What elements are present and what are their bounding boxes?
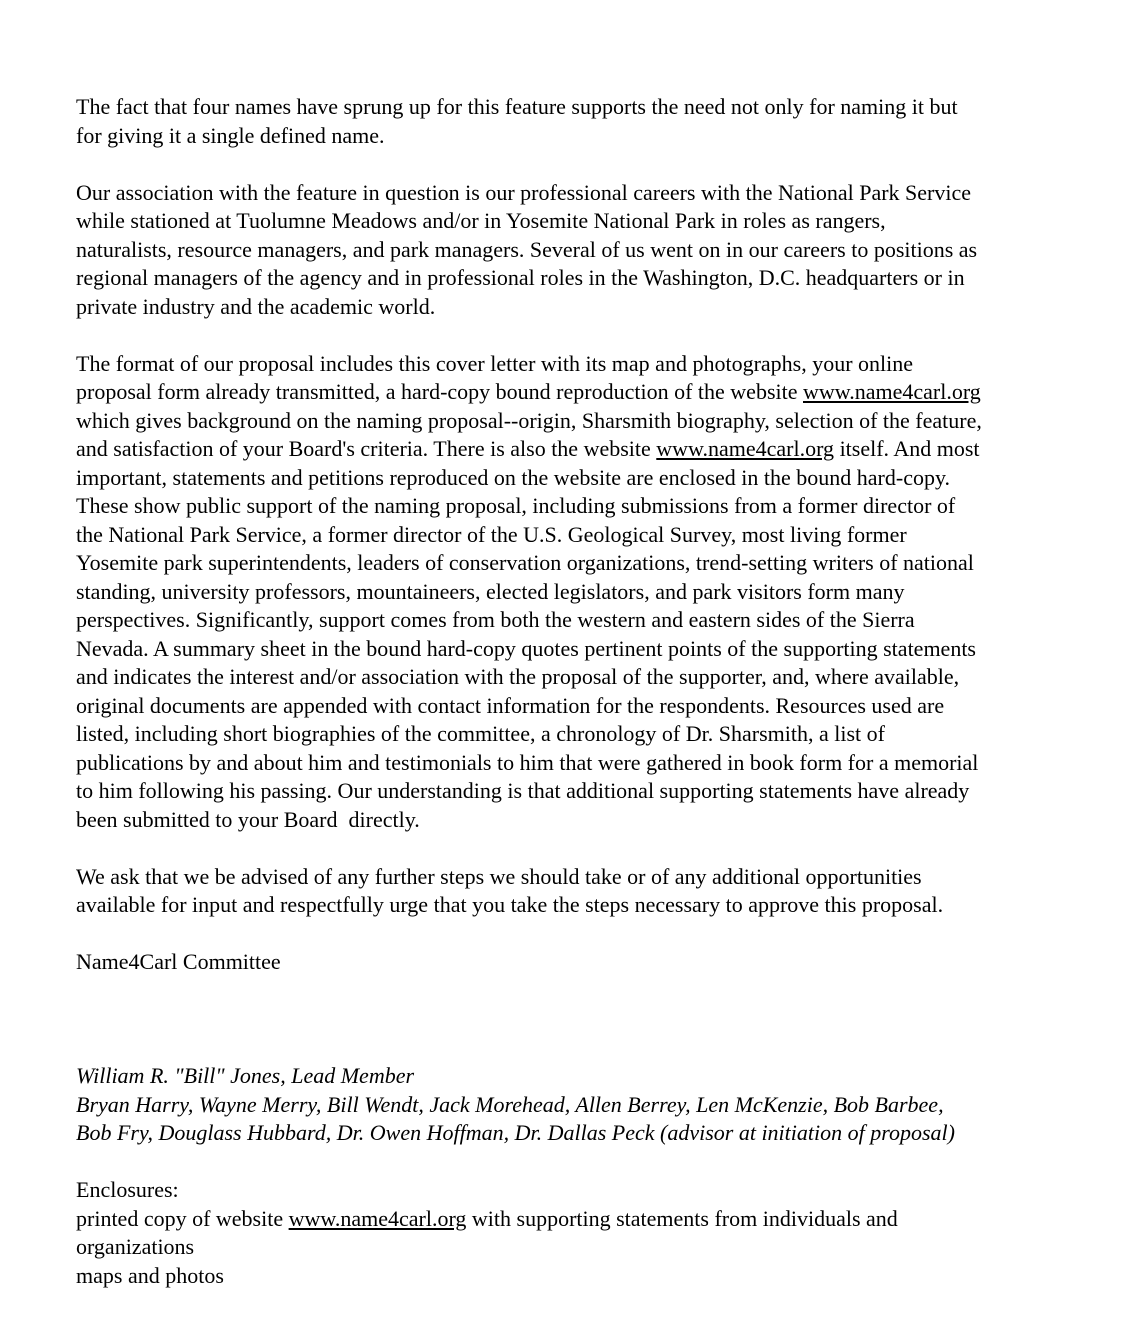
text-line: [76, 606, 1115, 635]
text-line: [76, 1262, 1115, 1291]
text-run: Bryan Harry, Wayne Merry, Bill Wendt, Jack Morehead, Allen Berrey, Len McKenzie, Bob Barbee,: [76, 1091, 944, 1117]
text-line: [76, 1062, 1115, 1091]
signature-committee: [76, 948, 1115, 977]
text-line: [76, 236, 1115, 265]
text-run: The format of our proposal includes this cover letter with its map and photographs, your online: [76, 350, 914, 376]
text-run: regional managers of the agency and in professional roles in the Washington, D.C. headquarters or in: [76, 265, 965, 290]
text-run: naturalists, resource managers, and park managers. Several of us went on in our careers to positions as: [76, 236, 978, 262]
text-run: perspectives. Significantly, support comes from both the western and eastern sides of the Sierra: [76, 607, 915, 632]
text-line: [76, 663, 1115, 692]
website-link[interactable]: www.name4carl.org: [803, 379, 981, 404]
text-line: [76, 492, 1115, 521]
text-line: [76, 635, 1115, 664]
text-line: [76, 122, 1115, 151]
text-run: and indicates the interest and/or association with the proposal of the supporter, and, where available,: [76, 664, 960, 689]
text-line: [76, 891, 1115, 920]
enclosures-list: [76, 1176, 1115, 1290]
text-line: [76, 179, 1115, 208]
text-line: [76, 378, 1115, 407]
text-line: [76, 948, 1115, 977]
text-line: [76, 435, 1115, 464]
text-run: publications by and about him and testimonials to him that were gathered in book form for a memorial: [76, 749, 979, 775]
text-run: standing, university professors, mountaineers, elected legislators, and park visitors form many: [76, 578, 905, 604]
text-line: [76, 578, 1115, 607]
text-run: maps and photos: [76, 1262, 224, 1288]
text-run: available for input and respectfully urge that you take the steps necessary to approve this proposal.: [76, 892, 944, 917]
text-run: to him following his passing. Our understanding is that additional supporting statements have already: [76, 778, 970, 803]
paragraph-request: [76, 863, 1115, 920]
text-run: Our association with the feature in question is our professional careers with the National Park Service: [76, 179, 972, 205]
paragraph-naming-need: [76, 93, 1115, 150]
text-line: [76, 777, 1115, 806]
text-run: while stationed at Tuolumne Meadows and/or in Yosemite National Park in roles as rangers,: [76, 208, 886, 233]
website-link[interactable]: www.name4carl.org: [656, 436, 835, 461]
text-line: [76, 806, 1115, 835]
text-run: Enclosures:: [76, 1177, 179, 1202]
signature-members: [76, 1062, 1115, 1148]
text-run: Nevada. A summary sheet in the bound hard-copy quotes pertinent points of the supporting statements: [76, 635, 976, 661]
text-run: We ask that we be advised of any further steps we should take or of any additional opportunities: [76, 863, 922, 889]
text-line: [76, 521, 1115, 550]
text-line: [76, 749, 1115, 778]
text-line: [76, 464, 1115, 493]
text-line: [76, 720, 1115, 749]
paragraph-proposal-format: [76, 350, 1115, 835]
text-run: the National Park Service, a former director of the U.S. Geological Survey, most living former: [76, 521, 907, 547]
text-line: [76, 350, 1115, 379]
text-run: Bob Fry, Douglass Hubbard, Dr. Owen Hoffman, Dr. Dallas Peck (advisor at initiation of proposal): [76, 1120, 955, 1145]
text-line: [76, 1233, 1115, 1262]
text-line: [76, 1205, 1115, 1234]
text-run: which gives background on the naming proposal--origin, Sharsmith biography, selection of the feature,: [76, 407, 982, 433]
text-line: [76, 93, 1115, 122]
text-line: [76, 1091, 1115, 1120]
text-line: [76, 293, 1115, 322]
text-run: proposal form already transmitted, a hard-copy bound reproduction of the website: [76, 379, 803, 404]
text-line: [76, 264, 1115, 293]
text-run: printed copy of website: [76, 1205, 289, 1231]
paragraph-association: [76, 179, 1115, 322]
text-run: original documents are appended with contact information for the respondents. Resources used are: [76, 692, 945, 718]
text-line: [76, 207, 1115, 236]
text-run: The fact that four names have sprung up for this feature supports the need not only for naming it but: [76, 94, 958, 119]
text-line: [76, 407, 1115, 436]
text-run: been submitted to your Board directly.: [76, 806, 420, 832]
text-run: and satisfaction of your Board's criteria. There is also the website: [76, 436, 657, 461]
text-run: important, statements and petitions reproduced on the website are enclosed in the bound hard-copy.: [76, 464, 951, 490]
text-run: with supporting statements from individuals and: [466, 1205, 898, 1231]
letter-body: [76, 93, 1115, 1290]
text-run: These show public support of the naming proposal, including submissions from a former director of: [76, 493, 956, 518]
text-line: [76, 863, 1115, 892]
text-run: Name4Carl Committee: [76, 949, 281, 974]
text-line: [76, 1119, 1115, 1148]
text-run: for giving it a single defined name.: [76, 122, 385, 148]
text-run: listed, including short biographies of the committee, a chronology of Dr. Sharsmith, a list of: [76, 721, 885, 746]
text-run: private industry and the academic world.: [76, 293, 436, 319]
text-line: [76, 692, 1115, 721]
text-run: itself. And most: [834, 436, 980, 461]
text-line: [76, 1176, 1115, 1205]
website-link[interactable]: www.name4carl.org: [288, 1205, 467, 1231]
text-run: organizations: [76, 1234, 195, 1259]
text-run: Yosemite park superintendents, leaders of conservation organizations, trend-setting writers of national: [76, 550, 974, 575]
text-line: [76, 549, 1115, 578]
text-run: William R. "Bill" Jones, Lead Member: [76, 1063, 415, 1088]
